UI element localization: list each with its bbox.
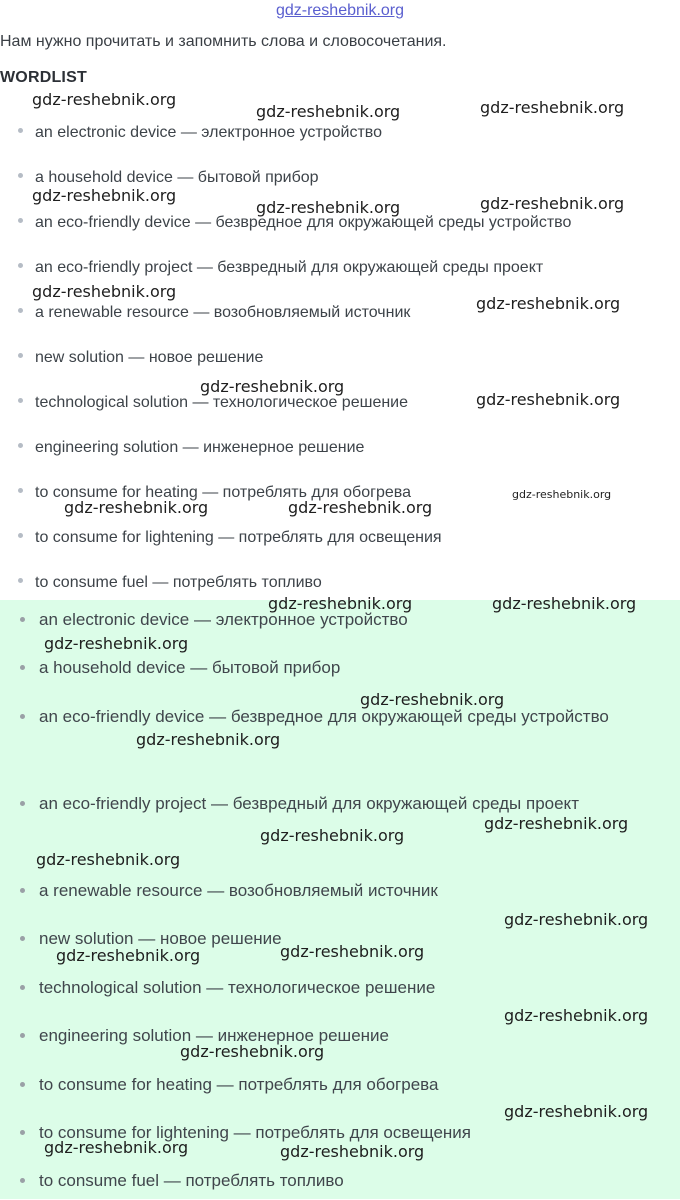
list-item-text: an eco-friendly project — безвредный для окружающей среды проект: [39, 794, 579, 813]
watermark: gdz-reshebnik.org: [32, 90, 177, 109]
list-item-text: a household device — бытовой прибор: [35, 169, 319, 186]
bullet-icon: [18, 578, 23, 583]
list-item-text: to consume for lightening — потреблять для освещения: [35, 529, 442, 546]
watermark: gdz-reshebnik.org: [504, 910, 649, 929]
list-item-text: new solution — новое решение: [39, 929, 282, 948]
watermark: gdz-reshebnik.org: [200, 377, 345, 396]
list-item: [18, 259, 543, 277]
list-item-text: to consume for heating — потреблять для обогрева: [39, 1075, 439, 1094]
bullet-icon: [18, 218, 23, 223]
bullet-icon: [18, 263, 23, 268]
list-item: [20, 968, 650, 1007]
bullet-icon: [18, 128, 23, 133]
watermark: gdz-reshebnik.org: [476, 294, 621, 313]
watermark: gdz-reshebnik.org: [280, 942, 425, 961]
bullet-icon: [20, 714, 25, 719]
watermark: gdz-reshebnik.org: [32, 282, 177, 301]
bullet-icon: [18, 353, 23, 358]
bullet-icon: [20, 1082, 25, 1087]
watermark: gdz-reshebnik.org: [476, 390, 621, 409]
list-item-text: to consume for heating — потреблять для обогрева: [35, 484, 411, 501]
list-item-text: technological solution — технологическое решение: [35, 394, 409, 411]
watermark: gdz-reshebnik.org: [288, 498, 433, 517]
list-item-text: an electronic device — электронное устройство: [39, 610, 408, 629]
watermark: gdz-reshebnik.org: [504, 1102, 649, 1121]
list-item: [20, 1161, 650, 1200]
wordlist-heading: WORDLIST: [0, 69, 87, 86]
list-item-text: an eco-friendly device — безвредное для окружающей среды устройство: [35, 214, 572, 231]
list-item-text: to consume fuel — потреблять топливо: [35, 574, 322, 591]
list-item-text: technological solution — технологическое решение: [39, 978, 436, 997]
watermark: gdz-reshebnik.org: [56, 946, 201, 965]
watermark: gdz-reshebnik.org: [256, 102, 401, 121]
bullet-icon: [18, 308, 23, 313]
bullet-icon: [18, 533, 23, 538]
watermark: gdz-reshebnik.org: [180, 1042, 325, 1061]
list-item-text: engineering solution — инженерное решение: [39, 1026, 389, 1045]
watermark: gdz-reshebnik.org: [44, 1138, 189, 1157]
bullet-icon: [20, 665, 25, 670]
watermark: gdz-reshebnik.org: [136, 730, 281, 749]
watermark: gdz-reshebnik.org: [256, 198, 401, 217]
list-item: [18, 124, 382, 142]
bullet-icon: [20, 888, 25, 893]
bullet-icon: [20, 1033, 25, 1038]
watermark: gdz-reshebnik.org: [268, 594, 413, 613]
bullet-icon: [18, 398, 23, 403]
watermark: gdz-reshebnik.org: [504, 1006, 649, 1025]
watermark: gdz-reshebnik.org: [44, 634, 189, 653]
bullet-icon: [20, 1178, 25, 1183]
list-item-text: engineering solution — инженерное решение: [35, 439, 365, 456]
list-item: [18, 304, 410, 322]
list-item: [18, 439, 364, 457]
list-item: [20, 697, 620, 736]
list-item-text: an eco-friendly device — безвредное для окружающей среды устройство: [39, 707, 609, 726]
site-link[interactable]: gdz-reshebnik.org: [275, 2, 405, 19]
watermark: gdz-reshebnik.org: [260, 826, 405, 845]
watermark: gdz-reshebnik.org: [512, 488, 612, 501]
watermark: gdz-reshebnik.org: [36, 850, 181, 869]
list-item-text: to consume for lightening — потреблять для освещения: [39, 1123, 472, 1142]
list-item: [18, 574, 322, 592]
bullet-icon: [18, 173, 23, 178]
list-item-text: a household device — бытовой прибор: [39, 658, 341, 677]
list-item-text: an electronic device — электронное устройство: [35, 124, 382, 141]
list-item-text: a renewable resource — возобновляемый источник: [35, 304, 411, 321]
bullet-icon: [20, 1130, 25, 1135]
watermark: gdz-reshebnik.org: [484, 814, 629, 833]
watermark: gdz-reshebnik.org: [480, 194, 625, 213]
bullet-icon: [18, 488, 23, 493]
list-item-text: new solution — новое решение: [35, 349, 264, 366]
list-item-text: an eco-friendly project — безвредный для окружающей среды проект: [35, 259, 544, 276]
watermark: gdz-reshebnik.org: [280, 1142, 425, 1161]
list-item: [18, 169, 319, 187]
watermark: gdz-reshebnik.org: [32, 186, 177, 205]
list-item: [20, 1065, 650, 1104]
watermark: gdz-reshebnik.org: [492, 594, 637, 613]
bullet-icon: [18, 443, 23, 448]
list-item: [18, 349, 263, 367]
watermark: gdz-reshebnik.org: [64, 498, 209, 517]
intro-text: Нам нужно прочитать и запомнить слова и словосочетания.: [0, 33, 447, 50]
list-item: [18, 529, 442, 547]
list-item: [20, 871, 650, 910]
list-item: [20, 648, 650, 687]
bullet-icon: [20, 617, 25, 622]
bullet-icon: [20, 985, 25, 990]
list-item-text: to consume fuel — потреблять топливо: [39, 1171, 344, 1190]
watermark: gdz-reshebnik.org: [480, 98, 625, 117]
bullet-icon: [20, 801, 25, 806]
watermark: gdz-reshebnik.org: [360, 690, 505, 709]
list-item-text: a renewable resource — возобновляемый источник: [39, 881, 438, 900]
list-item: [18, 394, 408, 412]
bullet-icon: [20, 936, 25, 941]
